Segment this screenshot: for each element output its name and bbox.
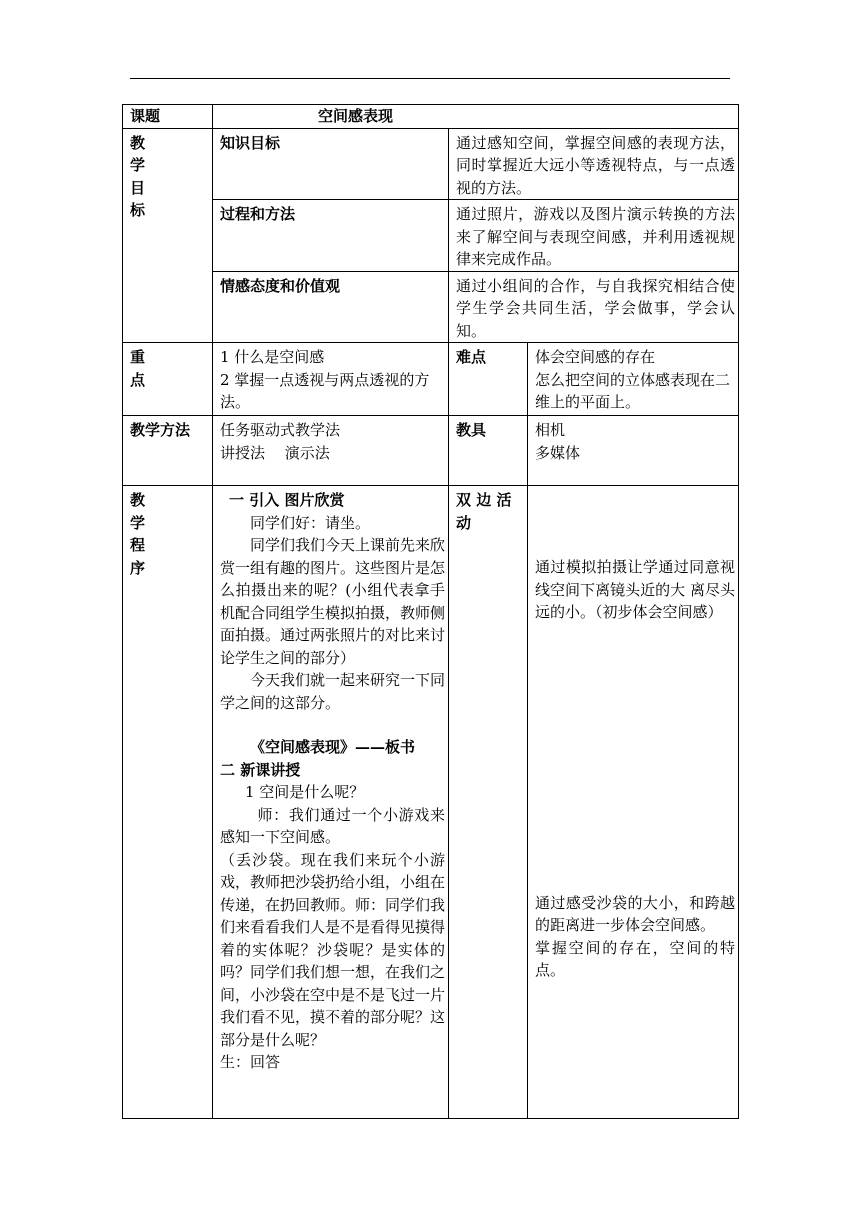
objective-text-process: 通过照片，游戏以及图片演示转换的方法来了解空间与表现空间感，并利用透视规律来完成作品。 xyxy=(449,200,739,272)
procedure-paragraph-greeting: 同学们好：请坐。 xyxy=(250,513,371,532)
tool-2: 多媒体 xyxy=(535,443,581,462)
difficulty-1: 体会空间感的存在 xyxy=(535,348,656,366)
objective-row-process xyxy=(123,200,739,272)
methods-content xyxy=(213,416,449,486)
activity-note-space: 掌握空间的存在，空间的特点。 xyxy=(535,938,736,979)
activity-note-photo: 通过模拟拍摄让学通过同意视线空间下离镜头近的大 离尽头远的小。（初步体会空间感） xyxy=(535,558,736,621)
keypoint-2: 2 掌握一点透视与两点透视的方法。 xyxy=(220,370,430,411)
keypoints-content xyxy=(213,343,449,416)
tools-content xyxy=(528,416,739,486)
objective-row-knowledge xyxy=(123,128,739,200)
section-heading-new-lesson: 二 新课讲授 xyxy=(220,760,301,779)
objective-label-attitude: 情感态度和价值观 xyxy=(213,271,449,343)
procedure-paragraph-game: （丢沙袋。现在我们来玩个小游戏，教师把沙袋扔给小组，小组在传递，在扔回教师。师：同学们我们来看看我们人是不是看得见摸得着的实体呢？沙袋呢？是实体的吗？同学们我们想一想，在我们之间，小沙袋在空中是不是飞过一片我们看不见，摸不着的部分呢？这部分是什么呢？ xyxy=(220,850,446,1049)
page-header-rule xyxy=(130,78,730,79)
procedure-content xyxy=(213,486,449,1119)
objective-label-process: 过程和方法 xyxy=(213,200,449,272)
board-title: 《空间感表现》——板书 xyxy=(250,738,416,756)
procedure-label: 教 学 程 序 xyxy=(123,486,213,1119)
objective-row-attitude xyxy=(123,271,739,343)
tools-label: 教具 xyxy=(449,416,528,486)
tool-1: 相机 xyxy=(535,421,566,439)
keypoint-1: 1 什么是空间感 xyxy=(220,348,325,366)
lesson-plan-table xyxy=(122,104,739,1119)
methods-label: 教学方法 xyxy=(123,416,213,486)
keypoints-row xyxy=(123,343,739,416)
procedure-student-answer: 生：回答 xyxy=(220,1053,281,1071)
topic-title: 空间感表现 xyxy=(213,105,739,129)
keypoints-label: 重 点 xyxy=(123,343,213,416)
activity-notes xyxy=(528,486,739,1119)
section-heading-intro: 一 引入 图片欣赏 xyxy=(229,491,345,509)
objective-text-attitude: 通过小组间的合作，与自我探究相结合使学生学会共同生活，学会做事，学会认知。 xyxy=(449,271,739,343)
method-1: 任务驱动式教学法 xyxy=(220,421,341,439)
topic-row xyxy=(123,105,739,129)
method-2: 讲授法 演示法 xyxy=(220,443,330,462)
objectives-label: 教 学 目 标 xyxy=(123,128,213,343)
activity-note-sandbag: 通过感受沙袋的大小，和跨越的距离进一步体会空间感。 xyxy=(535,893,736,934)
difficulty-content xyxy=(528,343,739,416)
difficulty-label: 难点 xyxy=(449,343,528,416)
objective-label-knowledge: 知识目标 xyxy=(213,128,449,200)
activity-label: 双 边 活 动 xyxy=(449,486,528,1119)
objective-text-knowledge: 通过感知空间，掌握空间感的表现方法，同时掌握近大远小等透视特点，与一点透视的方法。 xyxy=(449,128,739,200)
procedure-paragraph-teacher: 师：我们通过一个小游戏来感知一下空间感。 xyxy=(220,805,445,846)
topic-label: 课题 xyxy=(123,105,213,129)
procedure-paragraph-study: 今天我们就一起来研究一下同学之间的这部分。 xyxy=(220,671,446,712)
procedure-paragraph-photos: 同学们我们今天上课前先来欣赏一组有趣的图片。这些图片是怎么拍摄出来的呢？(小组代表拿手机配合同组学生模拟拍摄，教师侧面拍摄。通过两张照片的对比来讨论学生之间的部分） xyxy=(220,536,446,667)
methods-row xyxy=(123,416,739,486)
procedure-row xyxy=(123,486,739,1119)
difficulty-2: 怎么把空间的立体感表现在二维上的平面上。 xyxy=(535,370,731,411)
sub-question-space: 1 空间是什么呢？ xyxy=(245,783,365,801)
